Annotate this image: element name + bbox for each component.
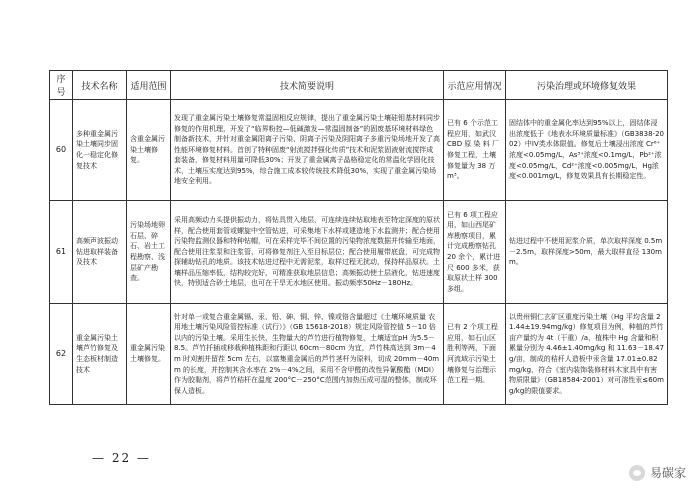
table-row [50,304,668,405]
table-row [50,201,668,304]
watermark [629,464,686,481]
header-tech-name: 技术名称 [73,71,127,100]
header-scope: 适用范围 [127,71,171,100]
header-effect: 污染治理或环境修复效果 [506,71,668,100]
page-number: — 22 — [92,451,151,465]
row-description: 发现了重金属污染土壤修复常温固相反应规律，提出了重金属污染土壤硅钼基材料同步修复的作用机理，开发了“临界粉控—低碱激发—常温固制备”的固废基环境材料绿色制备新技术，并针对重金属阳离子污染、阴离子污染及阴阳离子多重污染场地开发了高性能环境修复材料。首创了特种固废“射流搅拌强化传质”技术和泥浆固液射流搅拌成套装备，修复材料用量可降低30%；开发了重金属离子晶格稳定化的常温化学固化技术，土壤压实度达到95%，综合施工成本较传统技术降低30%，实现了重金属污染场地安全利用。 [171,100,444,201]
header-index: 序号 [50,71,73,100]
row-scope: 重金属污染土壤修复。 [127,304,171,405]
row-demo-application: 已有 2 个项工程应用，如石山区胜利等两，下面河流域示污染土壤修复与治理示范工程一期。 [444,304,506,405]
row-index: 60 [50,100,73,201]
row-effect: 固结体中的重金属化率达到95%以上，固结体浸出浓度低于《地表水环境质量标准》（GB3838-2002）中IV类水体限值。修复后土壤浸出浓度 Cr⁶⁺浓度<0.05mg/L，As³⁺浓度<0.1mg/L，Pb²⁺浓度<0.05mg/L，Cd²⁺浓度<0.005mg/L，Hg浓度<0.001mg/L，修复效果具有长期稳定性。 [506,100,668,201]
table-header-row [50,71,668,100]
header-demo-application: 示范应用情况 [444,71,506,100]
row-scope: 污染场地卵石层、碎石、岩土工程勘察、浅层矿产勘查。 [127,201,171,304]
row-effect: 钻进过程中不使用泥浆介质，单次取样深度 0.5m－2.5m，取样深度>50m，最大取样直径 130mm。 [506,201,668,304]
row-effect: 以贵州铜仁玄矿区重度污染土壤（Hg 平均含量 21.44±19.94mg/kg）修复项目为例，种植的芦竹亩产量约为 4t（干重）/a，植株中 Hg 含量和积累量分别为 4.46±1.40mg/kg 和 11.63－18.47g/亩，制成的秸秆人造板中汞含量 17.01±0.82mg/kg，符合《室内装饰装修材料木家具中有害物质限量》（GB18584-2001）对可溶性汞≤60mg/kg的限值要求。 [506,304,668,405]
row-demo-application: 已有 6 项工程应用，如山西尾矿库勘察项目，累计完成勘察钻孔 20 余个，累计进尺 600 多米，获取原状土样 300 多组。 [444,201,506,304]
row-tech-name: 多种重金属污染土壤同步固化一稳定化修复技术 [73,100,127,201]
row-description: 采用高频动力头提供振动力，将钻具贯入地层，可连续连续钻取地表至特定深度的原状样，配合使用套管或螺旋中空管钻进，可采集地下水样或建造地下水监测井；配合使用污染物监测仪器和特种钻帽，可在采样完毕不间位置的污染物浓度数据并传输至地面，配合使用注浆泵和注浆管，可将修复剂注入至目标层位；配合使用履带底盘，可完成物探辅助钻孔的地质。该技术钻进过程中无需泥浆，取样过程无扰动，保持样品原状。土壤样品压缩率低，结构较完好，可精准获取地层信息；高频振动使土层液化，钻进速度快，特别适合砂土地层，也可在干旱无水地区使用。振动频率50Hz－180Hz。 [171,201,444,304]
row-tech-name: 重金属污染土壤芦竹修复及生态板材制造技术 [73,304,127,405]
row-demo-application: 已有 6 个示范工程应用，如武汉 CBD 原 染 料 厂修复工程，土壤修复量为 38 万 m³。 [444,100,506,201]
header-description: 技术简要说明 [171,71,444,100]
row-index: 62 [50,304,73,405]
table-row [50,100,668,201]
watermark-text: 易碳家 [649,466,686,480]
wechat-icon [629,465,645,481]
row-scope: 含重金属污染土壤修复。 [127,100,171,201]
technology-table [49,70,668,405]
row-index: 61 [50,201,73,304]
row-description: 针对单一或复合重金属镉、汞、铅、砷、铜、锌、镍或铬含量超过《土壤环境质量 农用地土壤污染风险管控标准（试行）》（GB 15618-2018）规定风险管控值 5－10 倍以内的污染土壤。采用生长快、生物量大的芦竹进行植物修复，土壤适宜pH 为5.5－8.5。芦竹扦插或移栽种植株距和行距以 60cm－80cm 为宜，芦竹株高达到 3m－4m 时刈割并留茬 5cm 左右，以富集重金属后的芦竹茎杆为原料，切成 20mm－40mm 的长度，并控制其含水率在 2%－4%之间，采用不含甲醛的改性异氰酸酯（MDI）作为胶黏剂，将芦竹秸杆在温度 200°C－250°C范围内加热压成可湿的整体，制成环保人造板。 [171,304,444,405]
row-tech-name: 高频声波振动钻进取样装备及技术 [73,201,127,304]
